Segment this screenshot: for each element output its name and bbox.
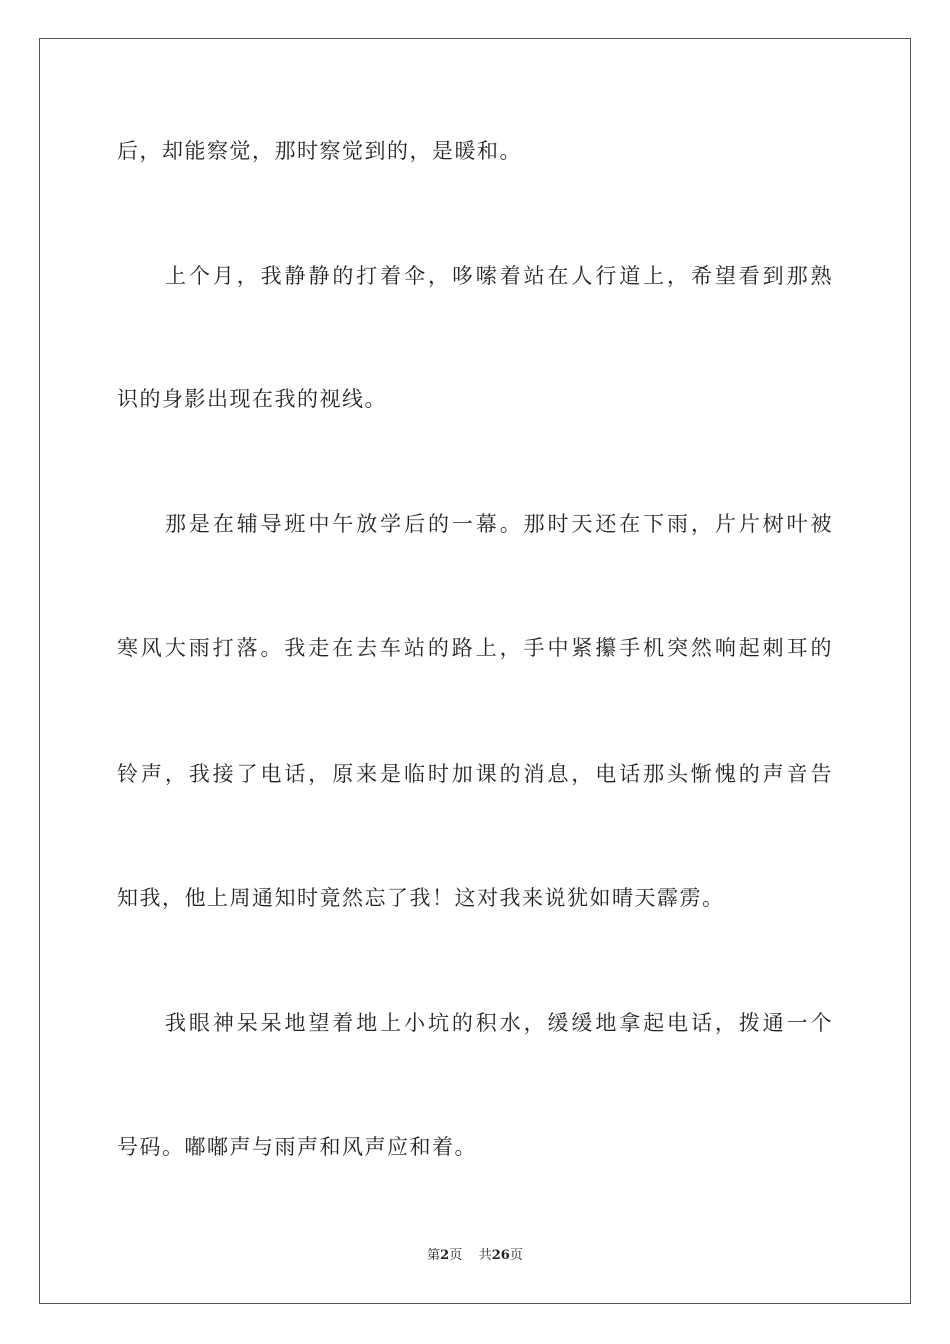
text-line-7: 知我，他上周通知时竟然忘了我！这对我来说犹如晴天霹雳。 (117, 886, 725, 910)
page-number: 2 (440, 1248, 450, 1263)
text-line-6: 铃声，我接了电话，原来是临时加课的消息，电话那头惭愧的声音告 (117, 762, 833, 786)
text-line-8: 我眼神呆呆地望着地上小坑的积水，缓缓地拿起电话，拨通一个 (165, 1011, 833, 1035)
text-line-4: 那是在辅导班中午放学后的一幕。那时天还在下雨，片片树叶被 (165, 512, 833, 536)
total-suffix: 页 (509, 1248, 523, 1263)
text-line-3: 识的身影出现在我的视线。 (117, 387, 387, 411)
text-line-5: 寒风大雨打落。我走在去车站的路上，手中紧攥手机突然响起刺耳的 (117, 636, 833, 660)
text-line-1: 后，却能察觉，那时察觉到的，是暖和。 (117, 139, 522, 163)
text-line-2: 上个月，我静静的打着伞，哆嗦着站在人行道上，希望看到那熟 (165, 264, 833, 288)
page-border (39, 38, 911, 1304)
page-suffix: 页 (449, 1248, 463, 1263)
total-prefix: 共 (478, 1248, 492, 1263)
page-footer (0, 1247, 950, 1265)
text-line-9: 号码。嘟嘟声与雨声和风声应和着。 (117, 1135, 477, 1159)
total-pages: 26 (491, 1248, 510, 1263)
page-prefix: 第 (427, 1248, 441, 1263)
